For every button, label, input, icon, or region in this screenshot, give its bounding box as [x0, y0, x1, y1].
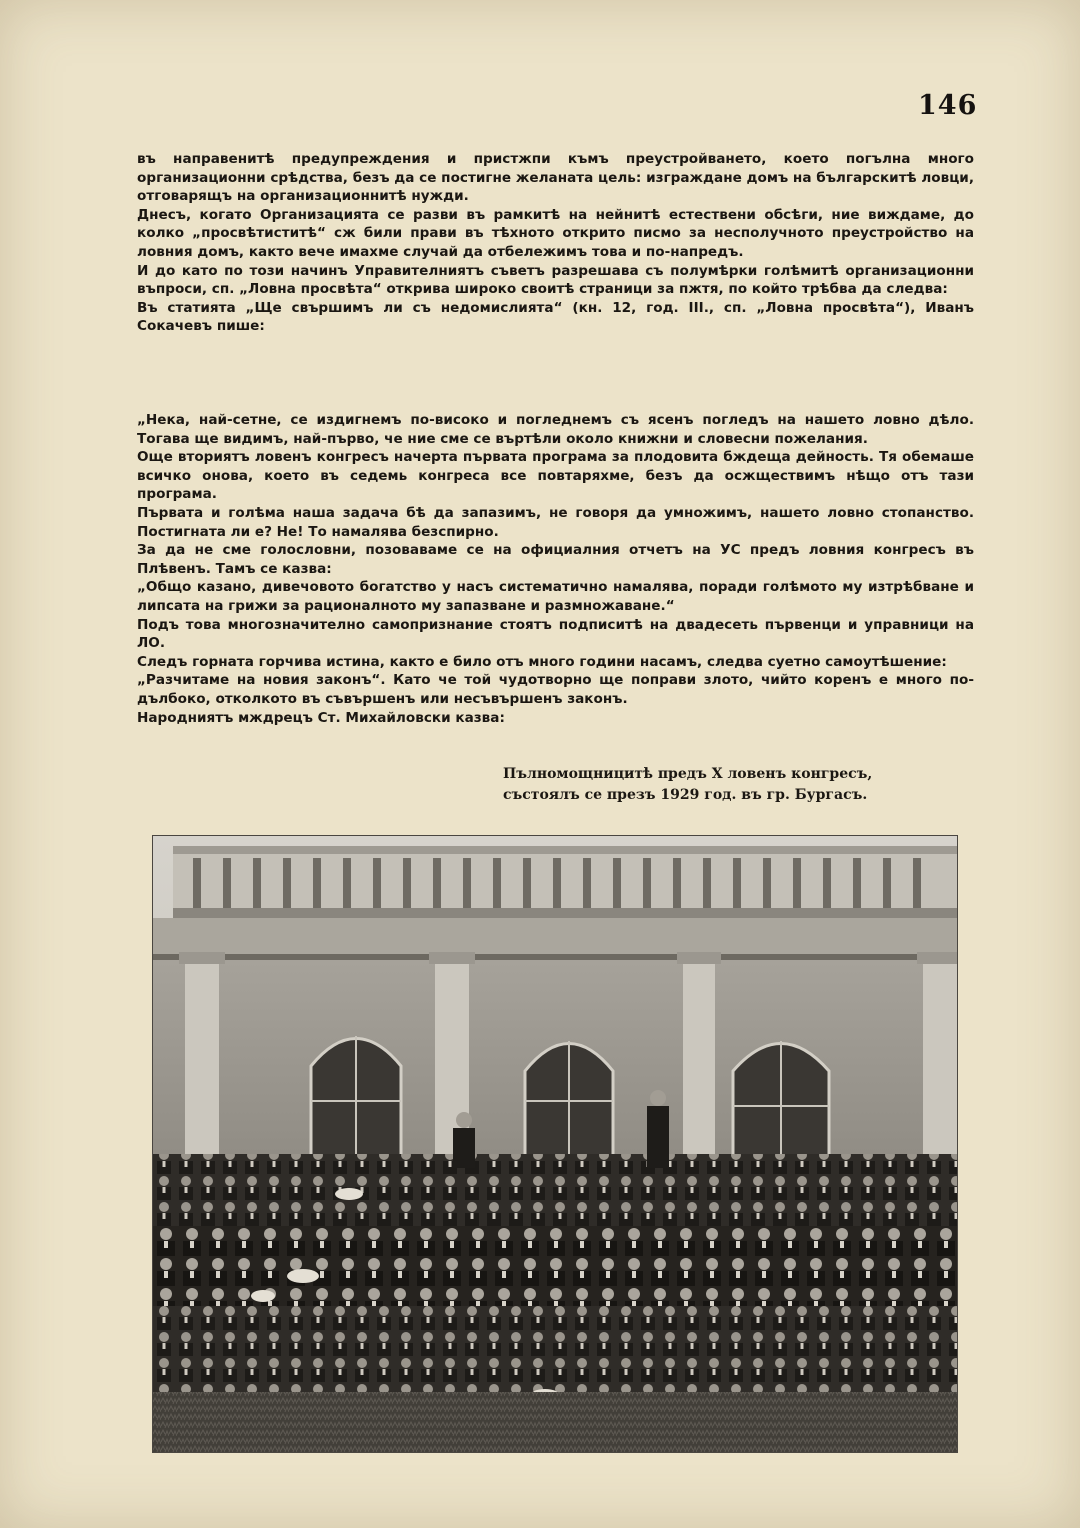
paragraph: въ направенитѣ предупреждения и пристжпи къмъ преустройването, което погълна много организационни срѣдства, безъ да се постигне желаната цель: изграждане домъ на българскитѣ ловци, отговарящъ на организационнитѣ нужди. — [137, 151, 974, 205]
paragraph: „Общо казано, дивечовото богатство у насъ систематично намалява, поради голѣмото му изтрѣбване и липсата на грижи за рационалното му запазване и размножаване.“ — [137, 579, 974, 614]
paragraph: За да не сме голословни, позоваваме се на официалния отчетъ на УС предъ ловния конгресъ въ Плѣвенъ. Тамъ се казва: — [137, 542, 974, 577]
page-number: 146 — [918, 90, 978, 121]
paragraph: „Разчитаме на новия законъ“. Като че той чудотворно ще поправи злото, чийто коренъ е много по-дълбоко, отколкото въ съвършенъ или несъвършенъ законъ. — [137, 672, 974, 707]
paragraph: Още вториятъ ловенъ конгресъ начерта първата програма за плодовита бждеща дейность. Тя обемаше всичко онова, което въ седемь конгреса все повтаряхме, безъ да осжществимъ нѣщо отъ тази програма. — [137, 449, 974, 503]
photo-caption — [503, 764, 943, 806]
text-block-quote — [137, 411, 974, 727]
paragraph: Въ статията „Ще свършимъ ли съ недомислията“ (кн. 12, год. III., сп. „Ловна просвѣта“), Иванъ Сокачевъ пише: — [137, 299, 974, 335]
caption-line-2: състоялъ се презъ 1929 год. въ гр. Бургасъ. — [503, 787, 868, 803]
paragraph: Първата и голѣма наша задача бѣ да запазимъ, не говоря да умножимъ, нашето ловно стопанство. Постигната ли е? Не! То намалява безспирно. — [137, 504, 974, 540]
text-block-intro — [137, 150, 974, 336]
group-photograph — [153, 836, 957, 1452]
caption-line-1: Пълномощницитѣ предъ X ловенъ конгресъ, — [503, 766, 873, 782]
paragraph: Днесъ, когато Организацията се разви въ рамкитѣ на нейнитѣ естествени обсѣги, ние виждаме, до колко „просвѣтиститѣ“ сж били прави въ тѣхното открито писмо за несполучното преустройство на ловния домъ, както вече имахме случай да отбележимъ това и по-напредъ. — [137, 206, 974, 260]
paragraph: И до като по този начинъ Управителниятъ съветъ разрешава съ полумѣрки голѣмитѣ организационни въпроси, сп. „Ловна просвѣта“ открива широко своитѣ страници за пжтя, по който трѣбва да следва: — [137, 262, 974, 298]
paragraph: Народниятъ мждрецъ Ст. Михайловски казва: — [137, 709, 505, 726]
paragraph: „Нека, най-сетне, се издигнемъ по-високо и погледнемъ съ ясенъ погледъ на нашето ловно дѣло. Тогава ще видимъ, най-първо, че ние сме се въртѣли около книжни и словесни пожелания. — [137, 412, 974, 447]
paragraph: Следъ горната горчива истина, както е било отъ много години насамъ, следва суетно самоутѣшение: — [137, 653, 947, 670]
photo-illustration — [153, 836, 957, 1452]
paragraph: Подъ това многозначително самопризнание стоятъ подписитѣ на двадесеть първенци и управници на ЛО. — [137, 616, 974, 652]
